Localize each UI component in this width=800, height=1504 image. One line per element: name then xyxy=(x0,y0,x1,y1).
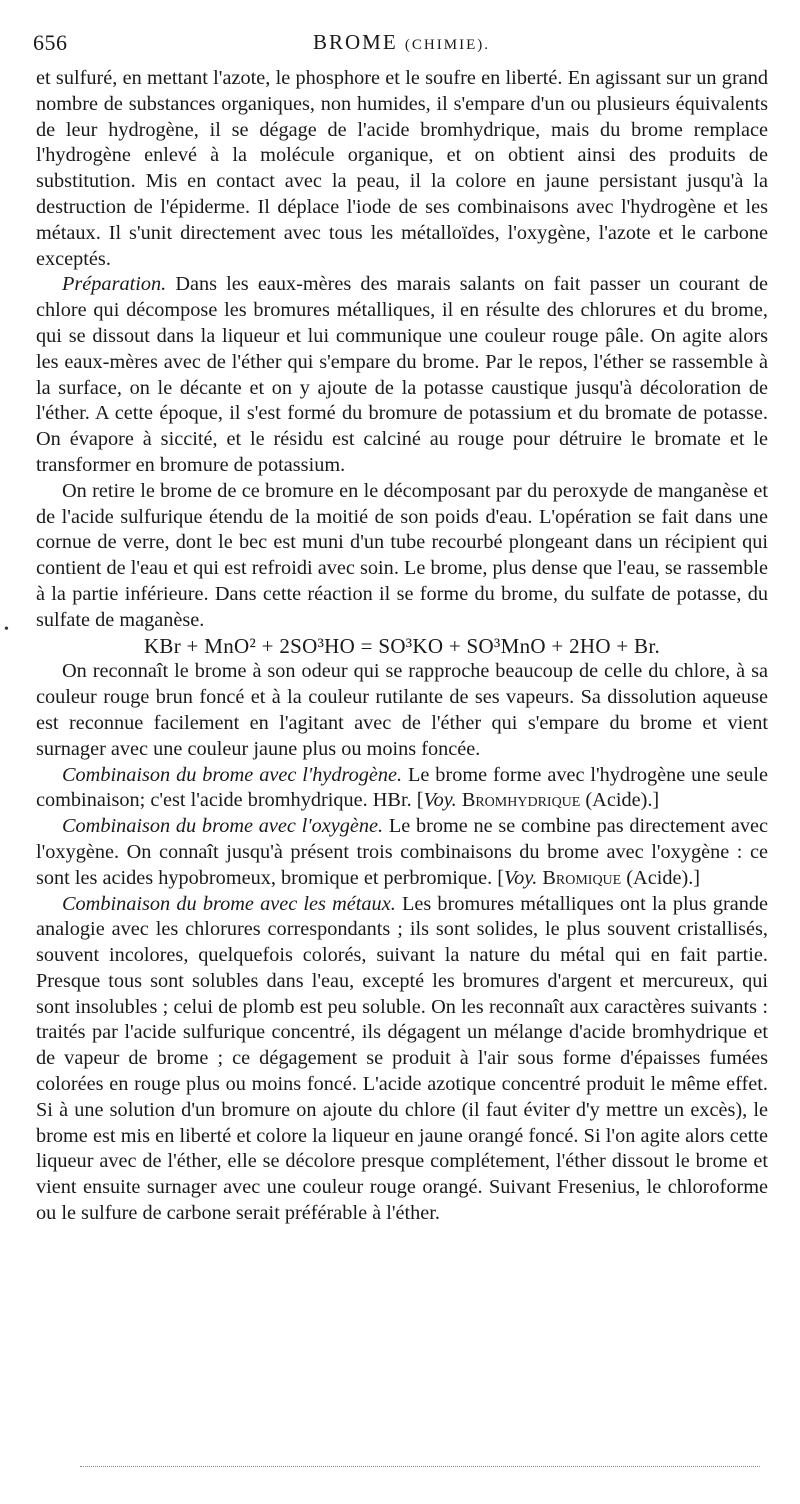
section-title-preparation: Préparation. xyxy=(62,273,167,296)
oxygen-cross-reference: Bromique xyxy=(542,866,622,889)
paragraph-continuation: et sulfuré, en mettant l'azote, le phosphore et le soufre en liberté. En agissant sur un grand nombre de substances organiques, non humides, il s'empare d'un ou plusieurs équivalents de leur hydrogène, il se dégage de l'acide bromhydrique, mais du brome remplace l'hydrogène enlevé à la molécule organique, et on obtient ainsi des produits de substitution. Mis en contact avec la peau, il la colore en jaune persistant jusqu'à la destruction de l'épiderme. Il déplace l'iode de ses combinaisons avec l'hydrogène et les métaux. Il s'unit directement avec tous les métalloïdes, l'oxygène, l'azote et le carbone exceptés. xyxy=(36,67,768,270)
margin-mark: • xyxy=(4,622,9,637)
running-header xyxy=(33,30,770,60)
oxygen-voy: Voy. xyxy=(504,866,538,889)
paragraph-hydrogen xyxy=(36,763,768,815)
oxygen-reference-end: (Acide).] xyxy=(626,866,701,889)
page-number: 656 xyxy=(33,30,68,55)
hydrogen-cross-reference: Bromhydrique xyxy=(461,789,581,812)
hydrogen-reference-end: (Acide).] xyxy=(585,789,660,812)
paragraph-oxygen xyxy=(36,814,768,891)
section-title-hydrogen: Combinaison du brome avec l'hydrogène. xyxy=(62,763,403,786)
page-title xyxy=(33,30,770,55)
paragraph-metals xyxy=(36,892,768,1227)
hydrogen-text: Le brome forme avec l'hydrogène une seule combinaison; c'est l'acide bromhydrique. HBr. [ xyxy=(36,763,768,812)
oxygen-text: Le brome ne se combine pas directement avec l'oxygène. On connaît jusqu'à présent trois combinaisons du brome avec l'oxygène : ce sont les acides hypobromeux, bromique et perbromique. [ xyxy=(36,815,768,889)
section-title-oxygen: Combinaison du brome avec l'oxygène. xyxy=(62,815,384,838)
page-body xyxy=(36,66,768,1227)
page-title-main: BROME xyxy=(312,30,398,54)
hydrogen-voy: Voy. xyxy=(423,789,457,812)
preparation-text: Dans les eaux-mères des marais salants on fait passer un courant de chlore qui décompose les bromures métalliques, il en résulte des chlorures et du brome, qui se dissout dans la liqueur et lui communique une couleur rouge pâle. On agite alors les eaux-mères avec de l'éther qui s'empare du brome. Par le repos, l'éther se rassemble à la surface, on le décante et on y ajoute de la potasse caustique jusqu'à décoloration de l'éther. A cette époque, il s'est formé du bromure de potassium et du bromate de potasse. On évapore à siccité, et le résidu est calciné au rouge pour détruire le bromate et le transformer en bromure de potassium. xyxy=(36,273,768,476)
paragraph-preparation xyxy=(36,272,768,478)
section-title-metals: Combinaison du brome avec les métaux. xyxy=(62,892,396,915)
paragraph-extraction: On retire le brome de ce bromure en le décomposant par du peroxyde de manganèse et de l'acide sulfurique étendu de la moitié de son poids d'eau. L'opération se fait dans une cornue de verre, dont le bec est muni d'un tube recourbé plongeant dans un récipient qui contient de l'eau et qui est refroidi avec soin. Le brome, plus dense que l'eau, se rassemble à la partie inférieure. Dans cette réaction il se forme du brome, du sulfate de potasse, du sulfate de maganèse. xyxy=(36,479,768,631)
metals-text: Les bromures métalliques ont la plus grande analogie avec les chlorures correspondants ; ils sont solides, le plus souvent cristallisés, souvent incolores, quelquefois colorés, suivant la nature du métal qui en fait partie. Presque tous sont solubles dans l'eau, excepté les bromures d'argent et mercureux, qui sont insolubles ; celui de plomb est peu soluble. On les reconnaît aux caractères suivants : traités par l'acide sulfurique concentré, ils dégagent un mélange d'acide bromhydrique et de vapeur de brome ; ce dégagement se produit à l'air sous forme d'épaisses fumées colorées en rouge plus ou moins foncé. L'acide azotique concentré produit le même effet. Si à une solution d'un bromure on ajoute du chlore (il faut éviter d'y mettre un excès), le brome est mis en liberté et colore la liqueur en jaune orangé foncé. Si l'on agite alors cette liqueur avec de l'éther, elle se décolore presque complétement, l'éther dissout le brome et vient ensuite surnager avec une couleur rouge orangé. Suivant Fresenius, le chloroforme ou le sulfure de carbone serait préférable à l'éther. xyxy=(36,892,768,1225)
page-title-subtitle: (CHIMIE). xyxy=(404,37,490,53)
footer-dotted-rule xyxy=(80,1466,760,1467)
chemical-equation: KBr + MnO² + 2SO³HO = SO³KO + SO³MnO + 2HO + Br. xyxy=(143,633,661,658)
paragraph-recognition: On reconnaît le brome à son odeur qui se rapproche beaucoup de celle du chlore, à sa couleur rouge brun foncé et à la couleur rutilante de ses vapeurs. Sa dissolution aqueuse est reconnue facilement en l'agitant avec de l'éther qui s'empare du brome et vient surnager avec une couleur jaune plus ou moins foncée. xyxy=(36,660,768,760)
